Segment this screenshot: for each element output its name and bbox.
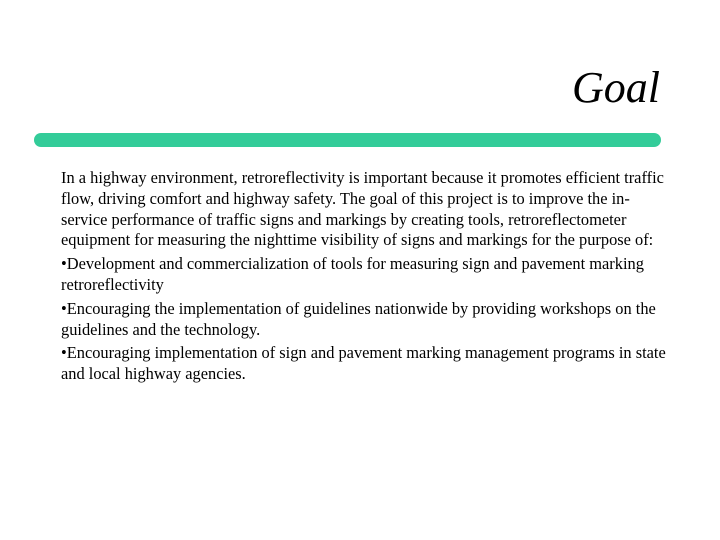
- bullet-item: •Encouraging implementation of sign and pavement marking management programs in state and local highway agencies.: [61, 343, 666, 384]
- slide-body: [61, 168, 666, 385]
- slide-title: Goal: [572, 63, 660, 112]
- title-divider: [34, 133, 661, 147]
- intro-paragraph: In a highway environment, retroreflectivity is important because it promotes efficient traffic flow, driving comfort and highway safety. The goal of this project is to improve the in-service performance of traffic signs and markings by creating tools, retroreflectometer equipment for measuring the nighttime visibility of signs and markings for the purpose of:: [61, 168, 664, 250]
- bullet-item: •Development and commercialization of tools for measuring sign and pavement marking retroreflectivity: [61, 254, 644, 294]
- bullet-item: •Encouraging the implementation of guidelines nationwide by providing workshops on the guidelines and the technology.: [61, 298, 656, 339]
